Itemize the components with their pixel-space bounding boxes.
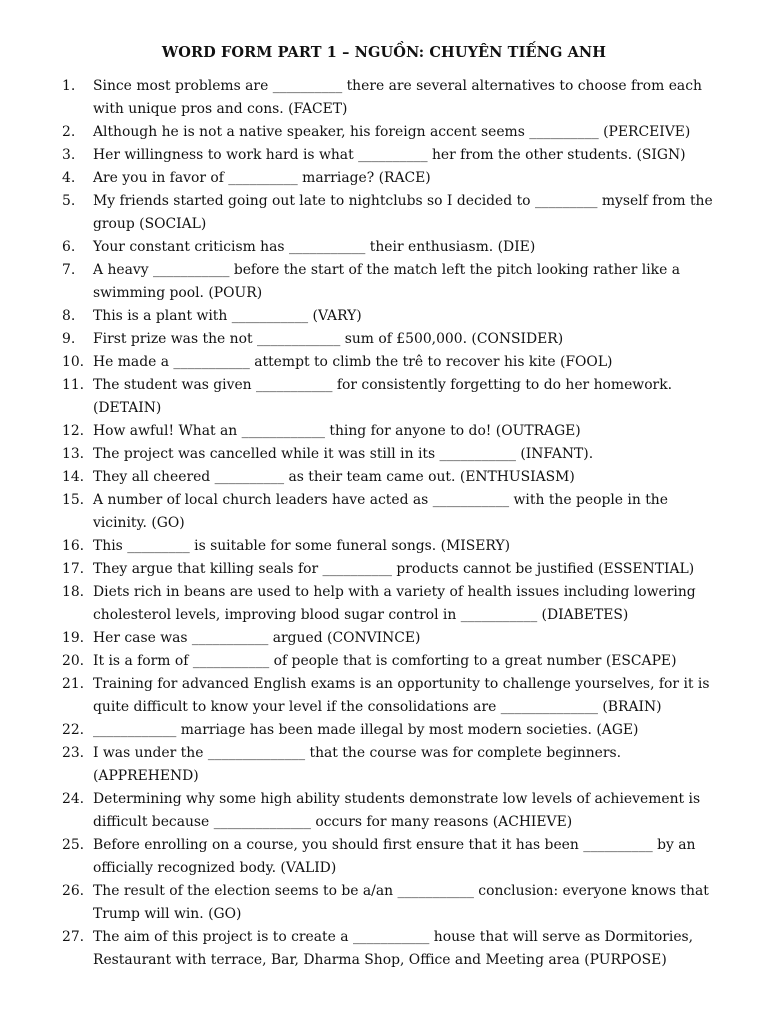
item-number: 11. — [62, 377, 85, 393]
exercise-item — [62, 834, 722, 880]
item-text: Her case was ___________ argued (CONVINCE) — [93, 630, 421, 646]
exercise-item — [62, 627, 722, 650]
item-text: A heavy ___________ before the start of the match left the pitch looking rather like a swimming pool. (POUR) — [93, 262, 681, 301]
item-text: It is a form of ___________ of people that is comforting to a great number (ESCAPE) — [93, 653, 677, 669]
item-number: 9. — [62, 331, 76, 347]
exercise-item — [62, 489, 722, 535]
exercise-item — [62, 466, 722, 489]
item-text: This is a plant with ___________ (VARY) — [93, 308, 362, 324]
exercise-item — [62, 351, 722, 374]
exercise-item — [62, 719, 722, 742]
item-text: Your constant criticism has ___________ their enthusiasm. (DIE) — [93, 239, 536, 255]
item-number: 3. — [62, 147, 76, 163]
exercise-item — [62, 558, 722, 581]
item-text: They all cheered __________ as their team came out. (ENTHUSIASM) — [93, 469, 575, 485]
item-text: The aim of this project is to create a ___________ house that will serve as Dormitories, Restaurant with terrace, Bar, Dharma Shop, Office and Meeting area (PURPOSE) — [93, 929, 694, 968]
exercise-item — [62, 926, 722, 972]
exercise-item — [62, 788, 722, 834]
exercise-item — [62, 880, 722, 926]
item-text: First prize was the not ____________ sum of £500,000. (CONSIDER) — [93, 331, 564, 347]
item-number: 26. — [62, 883, 85, 899]
item-number: 27. — [62, 929, 85, 945]
item-text: Before enrolling on a course, you should first ensure that it has been __________ by an officially recognized body. (VALID) — [93, 837, 696, 876]
item-number: 6. — [62, 239, 76, 255]
item-text: The student was given ___________ for consistently forgetting to do her homework. (DETAIN) — [93, 377, 673, 416]
item-text: I was under the ______________ that the course was for complete beginners. (APPREHEND) — [93, 745, 622, 784]
item-number: 24. — [62, 791, 85, 807]
item-text: How awful! What an ____________ thing for anyone to do! (OUTRAGE) — [93, 423, 581, 439]
item-text: The project was cancelled while it was still in its ___________ (INFANT). — [93, 446, 594, 462]
exercise-item — [62, 328, 722, 351]
item-number: 16. — [62, 538, 85, 554]
page-title: WORD FORM PART 1 – NGUỒN: CHUYÊN TIẾNG ANH — [161, 44, 607, 61]
exercise-item — [62, 742, 722, 788]
exercise-item — [62, 535, 722, 558]
exercise-item — [62, 305, 722, 328]
item-text: Diets rich in beans are used to help with a variety of health issues including lowering cholesterol levels, improving blood sugar control in ___________ (DIABETES) — [93, 584, 696, 623]
exercise-item — [62, 121, 722, 144]
exercise-item — [62, 443, 722, 466]
item-text: This _________ is suitable for some funeral songs. (MISERY) — [93, 538, 511, 554]
item-number: 10. — [62, 354, 85, 370]
exercise-list — [62, 75, 722, 972]
exercise-item — [62, 581, 722, 627]
item-text: Training for advanced English exams is an opportunity to challenge yourselves, for it is quite difficult to know your level if the consolidations are ______________ (BRAIN) — [93, 676, 710, 715]
item-number: 21. — [62, 676, 85, 692]
item-number: 4. — [62, 170, 76, 186]
exercise-item — [62, 673, 722, 719]
exercise-item — [62, 259, 722, 305]
exercise-item — [62, 236, 722, 259]
item-text: Are you in favor of __________ marriage? (RACE) — [93, 170, 431, 186]
item-number: 12. — [62, 423, 85, 439]
exercise-item — [62, 167, 722, 190]
exercise-item — [62, 75, 722, 121]
item-number: 8. — [62, 308, 76, 324]
item-text: Her willingness to work hard is what __________ her from the other students. (SIGN) — [93, 147, 686, 163]
item-number: 5. — [62, 193, 76, 209]
item-text: The result of the election seems to be a/an ___________ conclusion: everyone knows that Trump will win. (GO) — [93, 883, 709, 922]
item-text: Since most problems are __________ there are several alternatives to choose from each with unique pros and cons. (FACET) — [93, 78, 702, 117]
item-number: 14. — [62, 469, 85, 485]
item-number: 2. — [62, 124, 76, 140]
item-text: They argue that killing seals for __________ products cannot be justified (ESSENTIAL) — [93, 561, 695, 577]
exercise-item — [62, 650, 722, 673]
item-text: Although he is not a native speaker, his foreign accent seems __________ (PERCEIVE) — [93, 124, 691, 140]
item-number: 13. — [62, 446, 85, 462]
item-number: 20. — [62, 653, 85, 669]
item-text: My friends started going out late to nightclubs so I decided to _________ myself from the group (SOCIAL) — [93, 193, 713, 232]
item-number: 23. — [62, 745, 85, 761]
item-number: 15. — [62, 492, 85, 508]
item-number: 19. — [62, 630, 85, 646]
item-number: 7. — [62, 262, 76, 278]
exercise-item — [62, 420, 722, 443]
item-number: 17. — [62, 561, 85, 577]
item-number: 22. — [62, 722, 85, 738]
item-number: 18. — [62, 584, 85, 600]
exercise-item — [62, 144, 722, 167]
exercise-item — [62, 374, 722, 420]
item-text: He made a ___________ attempt to climb the trê to recover his kite (FOOL) — [93, 354, 613, 370]
item-text: ____________ marriage has been made illegal by most modern societies. (AGE) — [93, 722, 639, 738]
item-text: A number of local church leaders have acted as ___________ with the people in the vicinity. (GO) — [93, 492, 668, 531]
item-text: Determining why some high ability students demonstrate low levels of achievement is difficult because ______________ occurs for many reasons (ACHIEVE) — [93, 791, 701, 830]
item-number: 1. — [62, 78, 76, 94]
item-number: 25. — [62, 837, 85, 853]
exercise-item — [62, 190, 722, 236]
